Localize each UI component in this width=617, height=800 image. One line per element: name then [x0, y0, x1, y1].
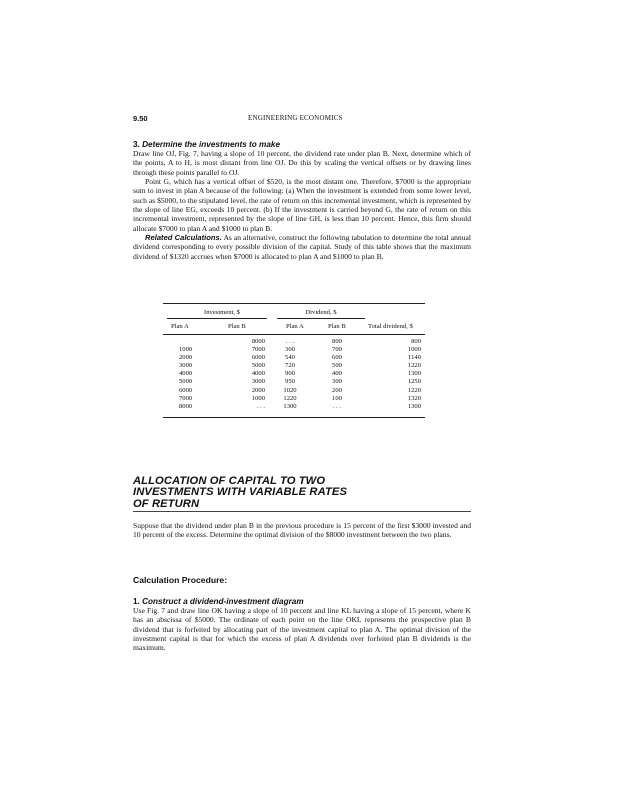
related-calculations-paragraph: [133, 233, 471, 261]
step-3-paragraph-2: Point G, which has a vertical offset of $520, is the most distant one. Therefore, $7000 is the appropriate sum to invest in plan A because of the following: (a) When the investment is extended from some lower level, such as $5000, to the stipulated level, the rate of return on this incremental investment, which is represented by the slope of line EG, exceeds 10 percent. (b) If the investment is carried beyond G, the rate of return on this incremental investment, represented by the slope of line GH, is less than 10 percent. Hence, this firm should allocate $7000 to plan A and $1000 to plan B.: [133, 177, 471, 233]
table-cell: 1300: [407, 402, 421, 410]
table-top-rule: [163, 303, 425, 304]
table-spacer-cell: [163, 338, 179, 346]
running-header: [133, 114, 473, 123]
section-title-line-3: OF RETURN: [133, 497, 200, 510]
table-spacer-cell: [163, 403, 179, 411]
related-calculations-text: As an alternative, construct the following tabulation to determine the total annual dividend corresponding to every possible division of the capital. Study of this table shows that the maximum dividend of $1320 accrues when $7000 is allocated to plan A and $1000 to plan B.: [133, 233, 471, 261]
section-rule: [133, 511, 471, 512]
table-cell: 950: [285, 378, 295, 386]
table-header-rule: [163, 334, 425, 335]
table-bottom-rule: [163, 417, 425, 418]
step-3-heading: [133, 140, 280, 149]
table-cell: . . .: [285, 338, 295, 345]
table-cell: 1320: [407, 394, 421, 402]
table-cell: 1250: [407, 378, 421, 386]
table-body: [163, 338, 423, 411]
table-cell: 8000: [179, 402, 193, 410]
section-title-line-2: INVESTMENTS WITH VARIABLE RATES: [133, 486, 348, 499]
table-spacer-cell: [163, 378, 179, 386]
table-cell: 720: [285, 362, 295, 370]
table-cell: 4000: [251, 370, 265, 378]
step-3-paragraph-1: Draw line OJ, Fig. 7, having a slope of 10 percent, the dividend rate under plan B. Next, determine which of the points, A to H, is most distant from line OJ. Do this by scaling the vertical offsets or by drawing lines through these points parallel to OJ.: [133, 149, 471, 177]
table-cell: 300: [332, 378, 342, 386]
table-cell: 1300: [283, 402, 297, 410]
step-1-heading: [133, 597, 304, 606]
table-row: [163, 338, 423, 346]
table-cell: 3000: [179, 362, 193, 370]
table-cell: 900: [285, 370, 295, 378]
table-cell: 600: [332, 354, 342, 362]
table-cell: 7000: [179, 394, 193, 402]
table-spacer-cell: [163, 370, 179, 378]
step-1-number: 1.: [133, 597, 140, 606]
running-title: ENGINEERING ECONOMICS: [248, 114, 343, 122]
table-cell: 1220: [407, 386, 421, 394]
table-cell: 3000: [251, 378, 265, 386]
table-cell: 5000: [251, 362, 265, 370]
step-1-title: Construct a dividend-investment diagram: [142, 597, 304, 606]
table-row: [163, 362, 423, 370]
step-1-body: [133, 606, 471, 653]
dividend-group-rule: [277, 318, 365, 319]
table-row: [163, 378, 423, 386]
table-cell: 6000: [179, 386, 193, 394]
investment-group-header: Investment, $: [204, 309, 240, 316]
table-cell: 1000: [251, 394, 265, 402]
step-1-text: Use Fig. 7 and draw line OK having a slope of 10 percent and line KL having a slope of 15 percent, where K has an abscissa of $5000. The ordinate of each point on the line OKL represents the prospective plan B dividend that is forfeited by allocating part of the investment capital to plan A. The optimal division of the investment capital is that for which the excess of plan A dividends over forfeited plan B dividends is the maximum.: [133, 606, 471, 653]
table-row: [163, 346, 423, 354]
col-header-plan-b-investment: Plan B: [228, 323, 246, 330]
table-cell: 6000: [251, 354, 265, 362]
table-cell: 1000: [179, 346, 193, 354]
table-rows: [163, 338, 423, 411]
section-title: [133, 476, 463, 510]
section-intro: [133, 521, 471, 540]
table-cell: 300: [285, 346, 295, 354]
step-3-number: 3.: [133, 140, 140, 149]
table-cell: 1140: [408, 354, 421, 362]
related-calculations-label: Related Calculations.: [145, 233, 222, 243]
table-cell: [179, 338, 209, 346]
section-intro-text: Suppose that the dividend under plan B in the previous procedure is 15 percent of the first $3000 invested and 10 percent of the excess. Determine the optimal division of the $8000 investment between the two plans.: [133, 521, 471, 540]
table-row: [163, 395, 423, 403]
page-number: 9.50: [133, 114, 148, 123]
col-header-total-dividend: Total dividend, $: [368, 323, 413, 330]
table-cell: 4000: [179, 370, 193, 378]
table-row: [163, 370, 423, 378]
table-cell: 1220: [407, 362, 421, 370]
table-spacer-cell: [163, 354, 179, 362]
investment-group-rule: [167, 318, 267, 319]
table-cell: 400: [332, 370, 342, 378]
table-cell: 5000: [179, 378, 193, 386]
step-3-title: Determine the investments to make: [142, 140, 280, 149]
table-cell: 1220: [283, 394, 297, 402]
table-cell: 2000: [251, 386, 265, 394]
calculation-procedure-heading: Calculation Procedure:: [133, 575, 228, 585]
col-header-plan-b-dividend: Plan B: [328, 323, 346, 330]
table-row: [163, 403, 423, 411]
table-cell: 1300: [407, 370, 421, 378]
table-spacer-cell: [163, 395, 179, 403]
table-cell: 1020: [283, 386, 297, 394]
table-cell: 2000: [179, 354, 193, 362]
dividend-group-header: Dividend, $: [305, 309, 337, 316]
step-3-body: [133, 149, 471, 261]
table-cell: . . .: [332, 402, 342, 410]
table-spacer-cell: [163, 387, 179, 395]
section-title-line-1: ALLOCATION OF CAPITAL TO TWO: [133, 475, 326, 487]
table-cell: 540: [285, 354, 295, 362]
table-spacer-cell: [163, 362, 179, 370]
table-cell: 7000: [251, 346, 265, 354]
table-cell: 8000: [251, 338, 265, 345]
table-cell: 800: [332, 338, 342, 345]
table-cell: . . .: [256, 402, 265, 410]
col-header-plan-a-investment: Plan A: [171, 323, 189, 330]
table-spacer-cell: [163, 346, 179, 354]
col-header-plan-a-dividend: Plan A: [286, 323, 304, 330]
table-cell: 500: [332, 362, 342, 370]
table-cell: 1000: [407, 346, 421, 354]
table-cell: 800: [411, 338, 421, 345]
table-cell: 200: [332, 386, 342, 394]
table-cell: 700: [332, 346, 342, 354]
table-row: [163, 387, 423, 395]
table-cell: 100: [332, 394, 342, 402]
table-row: [163, 354, 423, 362]
